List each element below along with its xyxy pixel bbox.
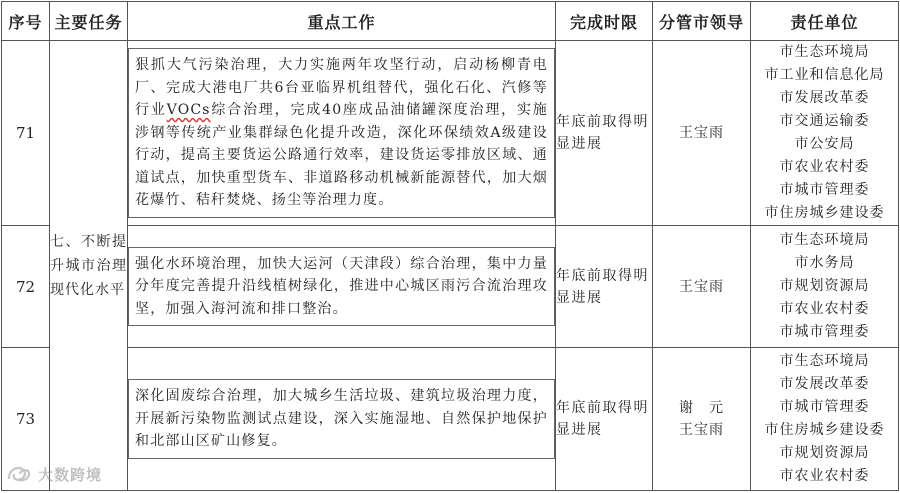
work-text: 强化水环境治理，加快大运河（天津段）综合治理，集中力量分年度完善提升沿线植树绿化，推进中心城区雨污合流治理攻坚，加强入海河流和排口整治。: [135, 255, 548, 317]
work-cell: [128, 226, 556, 348]
unit-name: 市规划资源局: [779, 278, 870, 294]
unit-name: 市工业和信息化局: [764, 67, 885, 83]
header-deadline: 完成时限: [556, 2, 653, 41]
table-row: [2, 41, 899, 226]
unit-cell: [751, 226, 899, 348]
unit-name: 市交通运输委: [779, 113, 870, 129]
task-table: [1, 1, 899, 491]
work-text-part: 综合治理，完成40座成品油储罐深度治理，实施涉钢等传统产业集群绿色化提升改造，深化环保绩效A级建设行动，提高主要货运公路通行效率，建设货运零排放区域、通道试点，加快重型货车、非道路移动机械新能源替代，加大烟花爆竹、秸秆焚烧、扬尘等治理力度。: [135, 102, 548, 209]
unit-name: 市发展改革委: [779, 90, 870, 106]
leader-cell: [653, 226, 751, 348]
watermark: [6, 463, 102, 485]
header-work: 重点工作: [128, 2, 556, 41]
header-no: 序号: [2, 2, 50, 41]
header-unit: 责任单位: [751, 2, 899, 41]
leader-name: 王宝雨: [679, 422, 724, 438]
leader-name: 王宝雨: [679, 278, 724, 295]
work-text-part: 狠抓大气污染治理，大力实施两年攻坚行动，启动杨柳青电厂、完成大港电厂共6台亚临界机组替代，强化石化、汽修等行业: [135, 57, 548, 119]
unit-name: 市规划资源局: [779, 445, 870, 461]
unit-name: 市水务局: [794, 255, 855, 271]
deadline-text: 年底前取得明显进展: [556, 267, 649, 306]
row-number: 73: [2, 348, 50, 491]
deadline-text: 年底前取得明显进展: [556, 114, 649, 152]
work-text: [135, 54, 548, 212]
unit-name: 市城市管理委: [779, 324, 870, 340]
brand-logo-icon: [6, 464, 32, 484]
deadline-cell: [556, 348, 653, 491]
unit-cell: [751, 348, 899, 491]
unit-name: 市发展改革委: [779, 376, 870, 392]
deadline-text: 年底前取得明显进展: [556, 400, 649, 438]
unit-name: 市城市管理委: [779, 182, 870, 198]
header-task: 主要任务: [50, 2, 128, 41]
leader-name: 王宝雨: [679, 125, 724, 141]
header-leader: 分管市领导: [653, 2, 751, 41]
unit-name: 市生态环境局: [779, 232, 870, 248]
leader-cell: [653, 41, 751, 226]
header-row: [2, 2, 899, 41]
unit-name: 市公安局: [794, 136, 855, 152]
unit-name: 市农业农村委: [779, 468, 870, 484]
deadline-cell: [556, 41, 653, 226]
unit-name: 市生态环境局: [779, 353, 870, 369]
table-row: [2, 348, 899, 491]
row-number: 71: [2, 41, 50, 226]
main-task-text: 七、不断提升城市治理现代化水平: [50, 233, 127, 298]
unit-name: 市农业农村委: [779, 159, 870, 175]
deadline-cell: [556, 226, 653, 348]
unit-name: 市住房城乡建设委: [764, 422, 885, 438]
row-number: 72: [2, 226, 50, 348]
work-box: [128, 48, 555, 218]
work-text: 深化固废综合治理，加大城乡生活垃圾、建筑垃圾治理力度，开展新污染物监测试点建设，深入实施湿地、自然保护地保护和北部山区矿山修复。: [135, 388, 548, 450]
watermark-text: 大数跨境: [38, 465, 103, 484]
unit-cell: [751, 41, 899, 226]
unit-name: 市生态环境局: [779, 44, 870, 60]
main-task-cell: [50, 41, 128, 491]
leader-cell: [653, 348, 751, 491]
work-box: [128, 247, 555, 327]
work-cell: [128, 41, 556, 226]
unit-name: 市住房城乡建设委: [764, 205, 885, 221]
work-cell: [128, 348, 556, 491]
leader-name: 谢 元: [679, 400, 724, 416]
table-row: [2, 226, 899, 348]
unit-name: 市农业农村委: [779, 301, 870, 317]
work-text-vocs: VOCs: [166, 102, 211, 119]
work-box: [128, 379, 555, 459]
unit-name: 市城市管理委: [779, 399, 870, 415]
